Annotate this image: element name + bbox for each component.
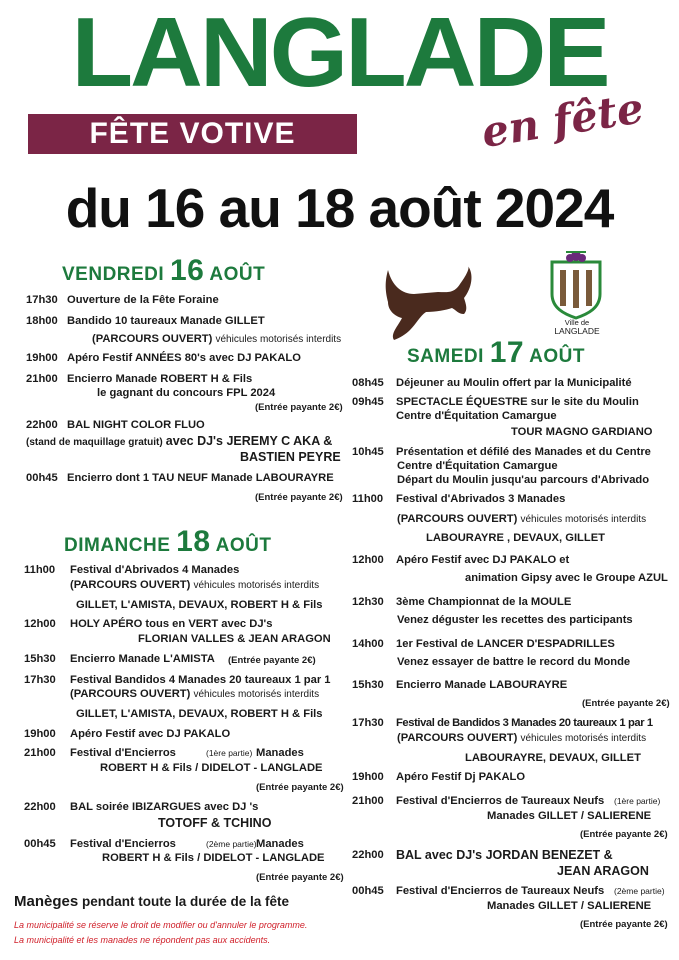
time: 22h00	[24, 801, 56, 813]
manades-line: LABOURAYRE , DEVAUX, GILLET	[426, 532, 606, 544]
jean-line: JEAN ARAGON	[557, 864, 649, 878]
item-text: Festival Bandidos 4 Manades 20 taureaux 1 par 1	[70, 674, 331, 686]
parcours-line	[92, 332, 341, 347]
page-title: LANGLADE	[71, 0, 608, 107]
time: 18h00	[26, 315, 58, 327]
item-text: Encierro Manade L'AMISTA	[70, 653, 215, 665]
parcours-line	[397, 512, 646, 527]
item-text: Apéro Festif avec DJ PAKALO	[70, 728, 231, 740]
event-dates: du 16 au 18 août 2024	[65, 177, 614, 239]
vehicules: véhicules motorisés interdits	[193, 580, 320, 591]
time: 12h30	[352, 596, 384, 608]
manades-line: GILLET, L'AMISTA, DEVAUX, ROBERT H & Fils	[76, 599, 323, 611]
parcours: (PARCOURS OUVERT)	[70, 688, 191, 700]
vehicules: véhicules motorisés interdits	[520, 733, 647, 744]
centre-line: Centre d'Équitation Camargue	[397, 460, 558, 472]
manades-word: Manades	[256, 838, 304, 850]
item-text: Festival d'Encierros de Taureaux Neufs	[396, 795, 605, 807]
time: 00h45	[24, 838, 56, 850]
time: 19h00	[26, 352, 58, 364]
entree-note: (Entrée payante 2€)	[582, 698, 670, 709]
time: 12h00	[24, 618, 56, 630]
parcours-line	[70, 687, 319, 702]
saturday-heading	[407, 336, 585, 370]
manades-word: Manades	[256, 747, 304, 759]
item-text: Festival d'Encierros	[70, 838, 176, 850]
crest-line2: LANGLADE	[554, 326, 600, 336]
bastien-line: BASTIEN PEYRE	[240, 450, 341, 464]
time: 22h00	[352, 849, 384, 861]
time: 17h30	[24, 674, 56, 686]
item-text: Bandido 10 taureaux Manade GILLET	[67, 315, 265, 327]
sunday-heading	[64, 525, 271, 559]
item-text: BAL soirée IBIZARGUES avec DJ 's	[70, 801, 259, 813]
vehicules: véhicules motorisés interdits	[215, 334, 342, 345]
item-text: Présentation et défilé des Manades et du Centre	[396, 446, 651, 458]
entree-note: (Entrée payante 2€)	[228, 655, 316, 666]
maneges-text: pendant toute la durée de la fête	[81, 894, 290, 909]
robert-line: ROBERT H & Fils / DIDELOT - LANGLADE	[102, 852, 325, 864]
partie-note: (2ème partie)	[206, 839, 257, 849]
saturday-day: SAMEDI	[407, 346, 484, 367]
entree-note: (Entrée payante 2€)	[580, 829, 668, 840]
item-text: Encierro Manade ROBERT H & Fils	[67, 373, 253, 385]
gipsy-line: animation Gipsy avec le Groupe AZUL	[465, 572, 668, 584]
tour-line: TOUR MAGNO GARDIANO	[511, 426, 653, 438]
item-text: 3ème Championnat de la MOULE	[396, 596, 572, 608]
gs-line: Manades GILLET / SALIERENE	[487, 810, 652, 822]
saturday-month: AOÛT	[529, 346, 585, 367]
maneges-word: Manèges	[14, 893, 79, 910]
entree-note: (Entrée payante 2€)	[580, 919, 668, 930]
maneges-line	[14, 893, 289, 910]
item-text: Apéro Festif ANNÉES 80's avec DJ PAKALO	[67, 352, 301, 364]
en-fete-script: en fête	[478, 83, 647, 157]
fete-votive-banner: FÊTE VOTIVE	[28, 114, 357, 154]
item-text: Ouverture de la Fête Foraine	[67, 294, 219, 306]
friday-heading	[62, 254, 265, 288]
time: 11h00	[24, 564, 56, 576]
disclaimer-2: La municipalité et les manades ne répondent pas aux accidents.	[14, 935, 271, 945]
time: 17h30	[26, 294, 58, 306]
centre-line: Centre d'Équitation Camargue	[396, 410, 557, 422]
partie-note: (1ère partie)	[614, 796, 661, 806]
item-text: Festival d'Abrivados 4 Manades	[70, 564, 240, 576]
crest-label	[540, 318, 614, 336]
parcours-line	[70, 578, 319, 593]
dj-line: avec DJ's JEREMY C AKA &	[165, 434, 333, 448]
saturday-num: 17	[489, 336, 525, 369]
item-text: Festival d'Encierros	[70, 747, 176, 759]
item-text: Encierro Manade LABOURAYRE	[396, 679, 568, 691]
item-text: 1er Festival de LANCER D'ESPADRILLES	[396, 638, 615, 650]
manades-line: GILLET, L'AMISTA, DEVAUX, ROBERT H & Fils	[76, 708, 323, 720]
gs-line: Manades GILLET / SALIERENE	[487, 900, 652, 912]
vehicules: véhicules motorisés interdits	[520, 514, 647, 525]
time: 19h00	[352, 771, 384, 783]
time: 21h00	[26, 373, 58, 385]
time: 14h00	[352, 638, 384, 650]
time: 15h30	[24, 653, 56, 665]
sunday-num: 18	[176, 525, 211, 558]
item-text: HOLY APÉRO tous en VERT avec DJ's	[70, 618, 273, 630]
time: 08h45	[352, 377, 384, 389]
friday-day: VENDREDI	[62, 264, 165, 285]
totoff-line: TOTOFF & TCHINO	[158, 816, 272, 830]
item-text: Encierro dont 1 TAU NEUF Manade LABOURAYRE	[67, 472, 334, 484]
parcours: (PARCOURS OUVERT)	[397, 732, 518, 744]
disclaimer-1: La municipalité se réserve le droit de modifier ou d'annuler le programme.	[14, 920, 308, 930]
time: 21h00	[352, 795, 384, 807]
entree-note: (Entrée payante 2€)	[256, 782, 344, 793]
item-text: SPECTACLE ÉQUESTRE sur le site du Moulin	[396, 396, 639, 408]
item-text: Déjeuner au Moulin offert par la Municipalité	[396, 377, 632, 389]
sunday-month: AOÛT	[215, 535, 272, 556]
item-text: BAL avec DJ's JORDAN BENEZET &	[396, 848, 613, 862]
entree-note: (Entrée payante 2€)	[255, 492, 343, 503]
time: 15h30	[352, 679, 384, 691]
vehicules: véhicules motorisés interdits	[193, 689, 320, 700]
deguster-line: Venez déguster les recettes des participants	[397, 614, 633, 626]
sunday-day: DIMANCHE	[64, 535, 171, 556]
item-text: Apéro Festif avec DJ PAKALO et	[396, 554, 570, 566]
time: 00h45	[26, 472, 58, 484]
stand-line	[26, 434, 332, 450]
item-text: BAL NIGHT COLOR FLUO	[67, 419, 205, 431]
time: 22h00	[26, 419, 58, 431]
bull-icon	[380, 264, 476, 344]
item-text: Festival d'Abrivados 3 Manades	[396, 493, 566, 505]
time: 17h30	[352, 717, 384, 729]
parcours: (PARCOURS OUVERT)	[92, 333, 213, 345]
florian-line: FLORIAN VALLES & JEAN ARAGON	[138, 633, 331, 645]
parcours: (PARCOURS OUVERT)	[397, 513, 518, 525]
time: 11h00	[352, 493, 384, 505]
item-text: Festival de Bandidos 3 Manades 20 taureaux 1 par 1	[396, 717, 653, 729]
time: 00h45	[352, 885, 384, 897]
time: 09h45	[352, 396, 384, 408]
item-text: Apéro Festif Dj PAKALO	[396, 771, 526, 783]
entree-note: (Entrée payante 2€)	[255, 402, 343, 413]
crest-line1: Ville de	[564, 318, 590, 327]
fpl-line: le gagnant du concours FPL 2024	[97, 387, 276, 399]
friday-num: 16	[169, 254, 205, 287]
robert-line: ROBERT H & Fils / DIDELOT - LANGLADE	[100, 762, 323, 774]
friday-month: AOÛT	[209, 264, 266, 285]
partie-note: (2ème partie)	[614, 886, 665, 896]
manades-line: LABOURAYRE, DEVAUX, GILLET	[465, 752, 641, 764]
entree-note: (Entrée payante 2€)	[256, 872, 344, 883]
time: 10h45	[352, 446, 384, 458]
parcours: (PARCOURS OUVERT)	[70, 579, 191, 591]
item-text: Festival d'Encierros de Taureaux Neufs	[396, 885, 605, 897]
partie-note: (1ère partie)	[206, 748, 253, 758]
time: 21h00	[24, 747, 56, 759]
time: 19h00	[24, 728, 56, 740]
parcours-line	[397, 731, 646, 746]
time: 12h00	[352, 554, 384, 566]
depart-line: Départ du Moulin jusqu'au parcours d'Abrivado	[397, 474, 650, 486]
stand: (stand de maquillage gratuit)	[26, 437, 163, 448]
record-line: Venez essayer de battre le record du Monde	[397, 656, 631, 668]
